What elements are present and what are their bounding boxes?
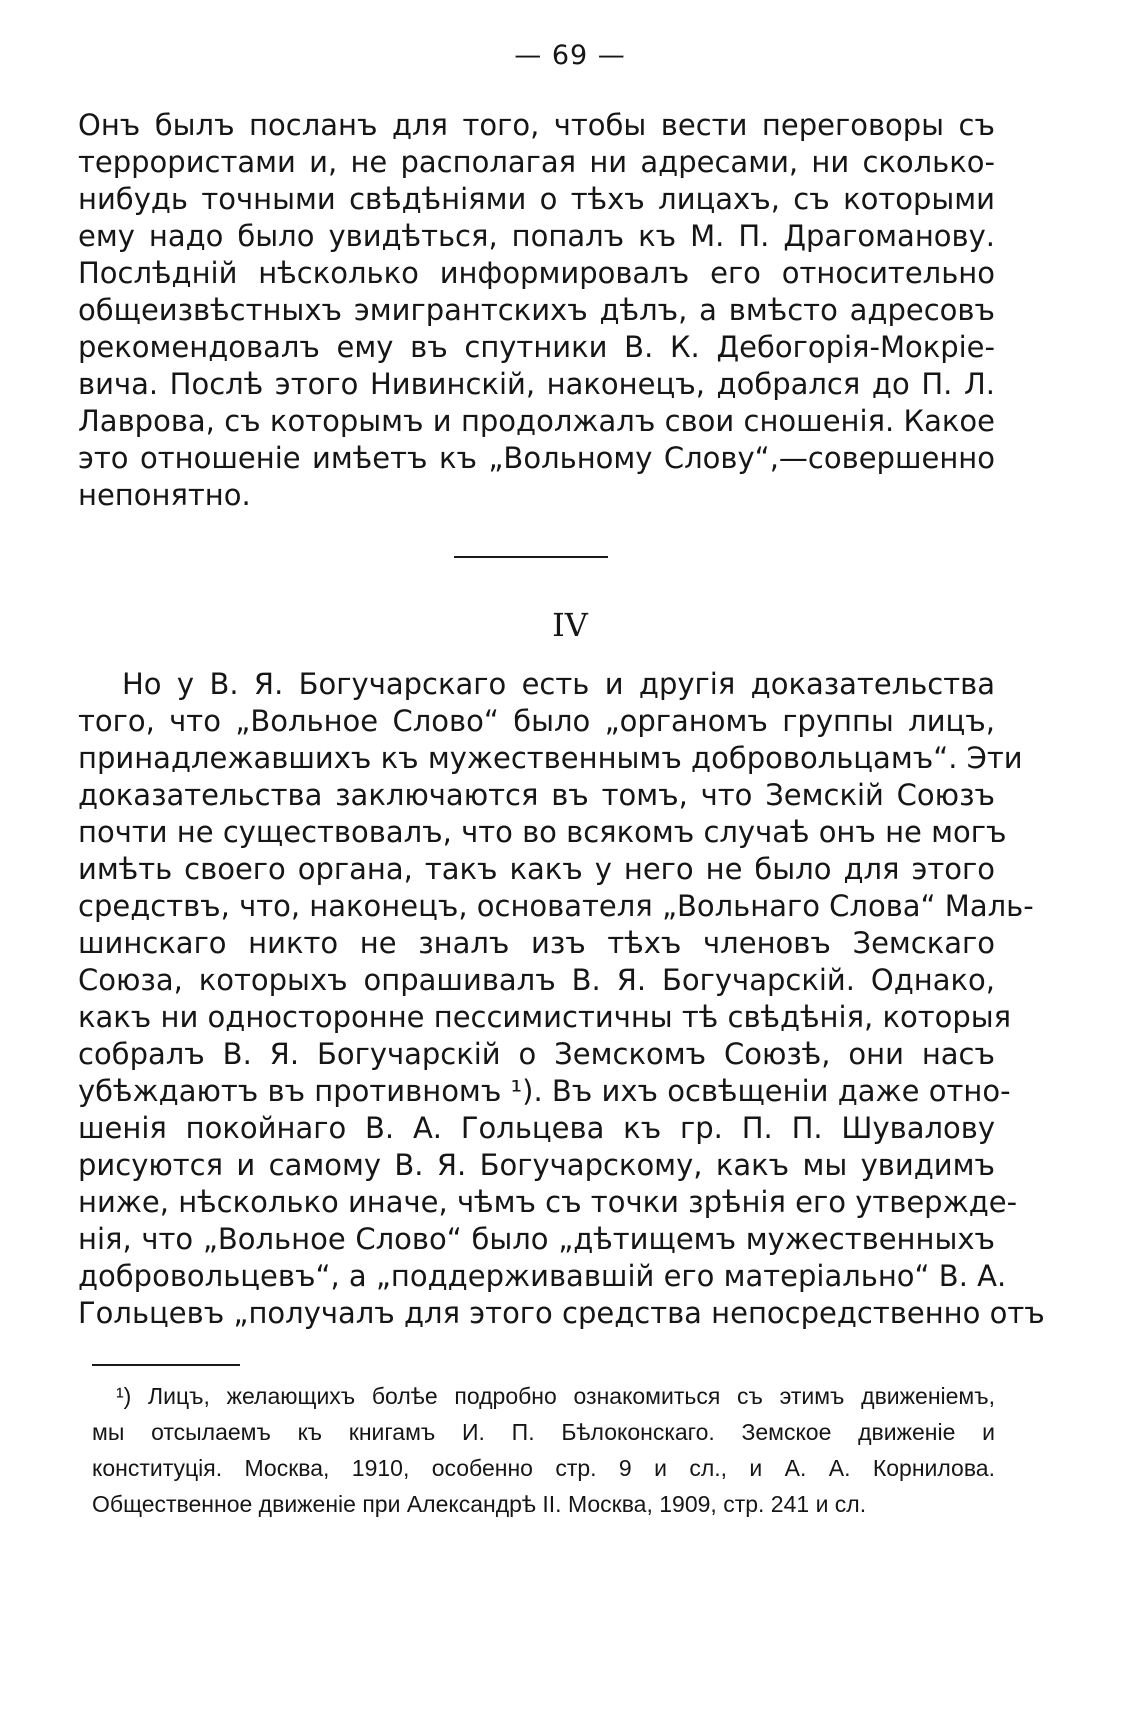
text-line: рекомендовалъ ему въ спутники В. К. Дебогорія-Мокріе-: [78, 330, 995, 364]
text-line: ниже, нѣсколько иначе, чѣмъ съ точки зрѣнія его утвержде-: [78, 1185, 1018, 1219]
text-line: Послѣдній нѣсколько информировалъ его относительно: [78, 256, 995, 290]
footnote-line: конституція. Москва, 1910, особенно стр. 9 и сл., и А. А. Корнилова.: [92, 1455, 995, 1481]
text-line: принадлежавшихъ къ мужественнымъ добровольцамъ“. Эти: [78, 741, 1023, 775]
page-number: — 69 —: [514, 40, 626, 71]
footnote: [92, 1378, 995, 1522]
paragraph-section-iv: [78, 666, 1045, 1332]
text-line: вича. Послѣ этого Нивинскій, наконецъ, добрался до П. Л.: [78, 367, 995, 401]
text-line: того, что „Вольное Слово“ было „органомъ группы лицъ,: [78, 704, 995, 738]
text-line: имѣть своего органа, такъ какъ у него не было для этого: [78, 852, 995, 886]
footnote-line: ¹) Лицъ, желающихъ болѣе подробно ознакомиться съ этимъ движеніемъ,: [116, 1383, 995, 1409]
text-line: Гольцевъ „получалъ для этого средства непосредственно отъ: [78, 1296, 1045, 1330]
text-line: общеизвѣстныхъ эмигрантскихъ дѣлъ, а вмѣсто адресовъ: [78, 293, 995, 327]
text-line: Союза, которыхъ опрашивалъ В. Я. Богучарскій. Однако,: [78, 963, 995, 997]
text-line: террористами и, не располагая ни адресами, ни сколько-: [78, 145, 995, 179]
text-line: шинскаго никто не зналъ изъ тѣхъ членовъ Земскаго: [78, 926, 995, 960]
footnote-rule: [92, 1364, 240, 1366]
text-line: убѣждаютъ въ противномъ ¹). Въ ихъ освѣщеніи даже отно-: [78, 1074, 1011, 1108]
paragraph-continued: [78, 107, 995, 514]
text-line: Но у В. Я. Богучарскаго есть и другія доказательства: [122, 667, 995, 701]
text-line: непонятно.: [78, 478, 251, 512]
text-line: нибудь точными свѣдѣніями о тѣхъ лицахъ, съ которыми: [78, 182, 995, 216]
section-heading: IV: [552, 606, 588, 644]
text-line: какъ ни односторонне пессимистичны тѣ свѣдѣнія, которыя: [78, 1000, 1012, 1034]
footnote-line: Общественное движеніе при Александрѣ II. Москва, 1909, стр. 241 и сл.: [92, 1491, 867, 1517]
text-line: нія, что „Вольное Слово“ было „дѣтищемъ мужественныхъ: [78, 1222, 995, 1256]
text-line: шенія покойнаго В. А. Гольцева къ гр. П. П. Шувалову: [78, 1111, 995, 1145]
text-line: Онъ былъ посланъ для того, чтобы вести переговоры съ: [78, 108, 995, 142]
text-line: это отношеніе имѣетъ къ „Вольному Слову“,—совершенно: [78, 441, 995, 475]
text-line: доказательства заключаются въ томъ, что Земскій Союзъ: [78, 778, 995, 812]
text-line: средствъ, что, наконецъ, основателя „Вольнаго Слова“ Маль-: [78, 889, 1034, 923]
text-line: Лаврова, съ которымъ и продолжалъ свои сношенія. Какое: [78, 404, 995, 438]
text-line: добровольцевъ“, а „поддерживавшій его матеріально“ В. А.: [78, 1259, 1007, 1293]
text-line: ему надо было увидѣться, попалъ къ М. П. Драгоманову.: [78, 219, 995, 253]
text-line: рисуются и самому В. Я. Богучарскому, какъ мы увидимъ: [78, 1148, 995, 1182]
section-separator: [454, 556, 608, 558]
text-line: почти не существовалъ, что во всякомъ случаѣ онъ не могъ: [78, 815, 1007, 849]
footnote-line: мы отсылаемъ къ книгамъ И. П. Бѣлоконскаго. Земское движеніе и: [92, 1419, 995, 1445]
text-line: собралъ В. Я. Богучарскій о Земскомъ Союзѣ, они насъ: [78, 1037, 995, 1071]
